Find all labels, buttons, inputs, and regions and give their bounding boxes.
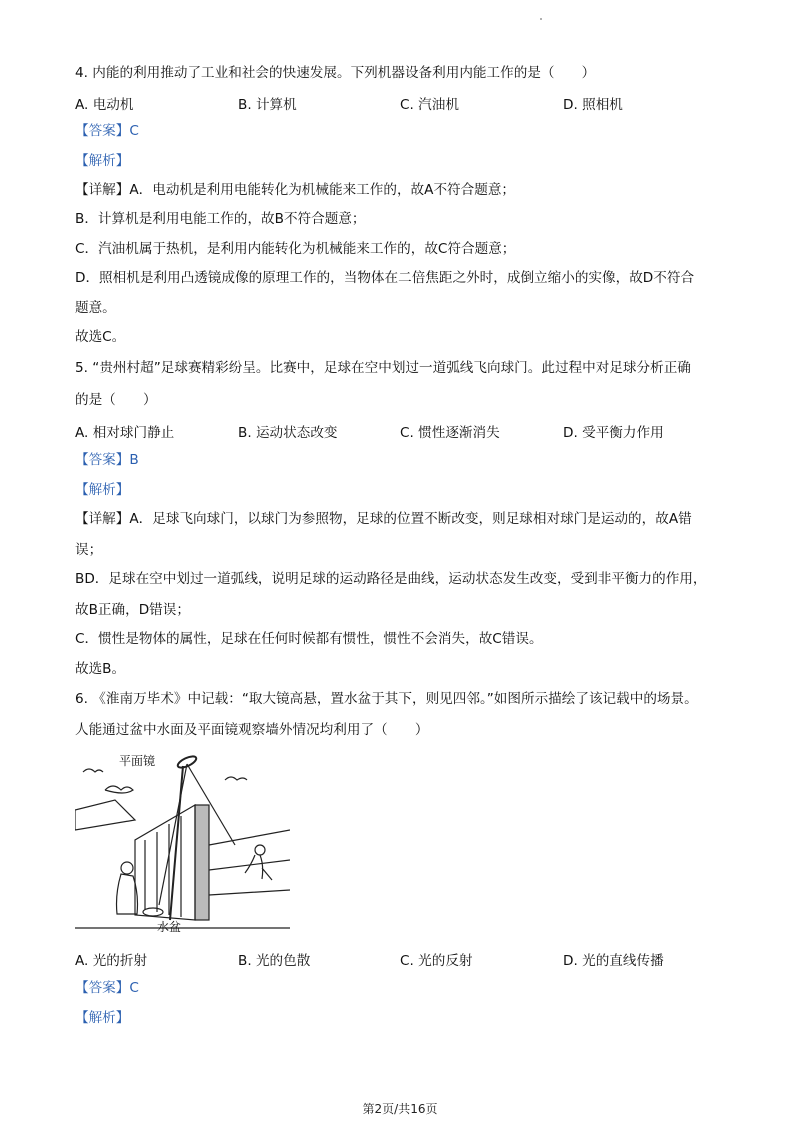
q6-analysis-label: 【解析】: [75, 1010, 130, 1026]
q6-option-b: B. 光的色散: [238, 953, 311, 969]
q4-analysis-label: 【解析】: [75, 153, 130, 169]
q4-option-c: C. 汽油机: [400, 97, 459, 113]
q4-answer: 【答案】C: [75, 123, 139, 139]
q4-detail-line: C．汽油机属于热机，是利用内能转化为机械能来工作的，故C符合题意；: [75, 241, 516, 257]
q4-detail-line: 故选C。: [75, 329, 126, 345]
scan-dot: [540, 18, 542, 20]
q5-detail-line: 【详解】A．足球飞向球门，以球门为参照物，足球的位置不断改变，则足球相对球门是运动的，故A错: [75, 511, 692, 527]
q6-option-a: A. 光的折射: [75, 953, 148, 969]
illustration-drawing: [75, 750, 290, 935]
q5-detail-line: 误；: [75, 542, 103, 558]
mirror-basin-illustration: [75, 750, 290, 935]
q4-option-b: B. 计算机: [238, 97, 297, 113]
question-6-stem-cont: 人能通过盆中水面及平面镜观察墙外情况均利用了（ ）: [75, 722, 429, 738]
q6-answer: 【答案】C: [75, 980, 139, 996]
q4-detail-line: B．计算机是利用电能工作的，故B不符合题意；: [75, 211, 366, 227]
q4-option-d: D. 照相机: [563, 97, 623, 113]
question-5-stem: 5. “贵州村超”足球赛精彩纷呈。比赛中，足球在空中划过一道弧线飞向球门。此过程中对足球分析正确: [75, 360, 691, 376]
q5-answer: 【答案】B: [75, 452, 139, 468]
q5-analysis-label: 【解析】: [75, 482, 130, 498]
q4-option-a: A. 电动机: [75, 97, 134, 113]
q5-detail-line: 故B正确，D错误；: [75, 602, 190, 618]
question-4-stem: 4. 内能的利用推动了工业和社会的快速发展。下列机器设备利用内能工作的是（ ）: [75, 65, 596, 81]
q5-option-d: D. 受平衡力作用: [563, 425, 664, 441]
question-6-stem: 6. 《淮南万毕术》中记载：“取大镜高悬，置水盆于其下，则见四邻。”如图所示描绘了该记载中的场景。: [75, 691, 698, 707]
q6-option-d: D. 光的直线传播: [563, 953, 664, 969]
q5-option-a: A. 相对球门静止: [75, 425, 175, 441]
q6-option-c: C. 光的反射: [400, 953, 473, 969]
q4-detail-line: 题意。: [75, 300, 116, 316]
q5-detail-line: 故选B。: [75, 661, 126, 677]
q4-detail-line: D．照相机是利用凸透镜成像的原理工作的，当物体在二倍焦距之外时，成倒立缩小的实像，故D不符合: [75, 270, 695, 286]
page-footer: 第2页/共16页: [362, 1102, 438, 1116]
question-5-stem-cont: 的是（ ）: [75, 392, 157, 408]
q5-detail-line: BD．足球在空中划过一道弧线，说明足球的运动路径是曲线，运动状态发生改变，受到非平衡力的作用，: [75, 571, 707, 587]
q5-detail-line: C．惯性是物体的属性，足球在任何时候都有惯性，惯性不会消失，故C错误。: [75, 631, 543, 647]
figure-label-basin: 水盆: [157, 920, 182, 934]
q5-option-c: C. 惯性逐渐消失: [400, 425, 500, 441]
q4-detail-line: 【详解】A．电动机是利用电能转化为机械能来工作的，故A不符合题意；: [75, 182, 516, 198]
q5-option-b: B. 运动状态改变: [238, 425, 338, 441]
figure-label-mirror: 平面镜: [119, 754, 156, 768]
